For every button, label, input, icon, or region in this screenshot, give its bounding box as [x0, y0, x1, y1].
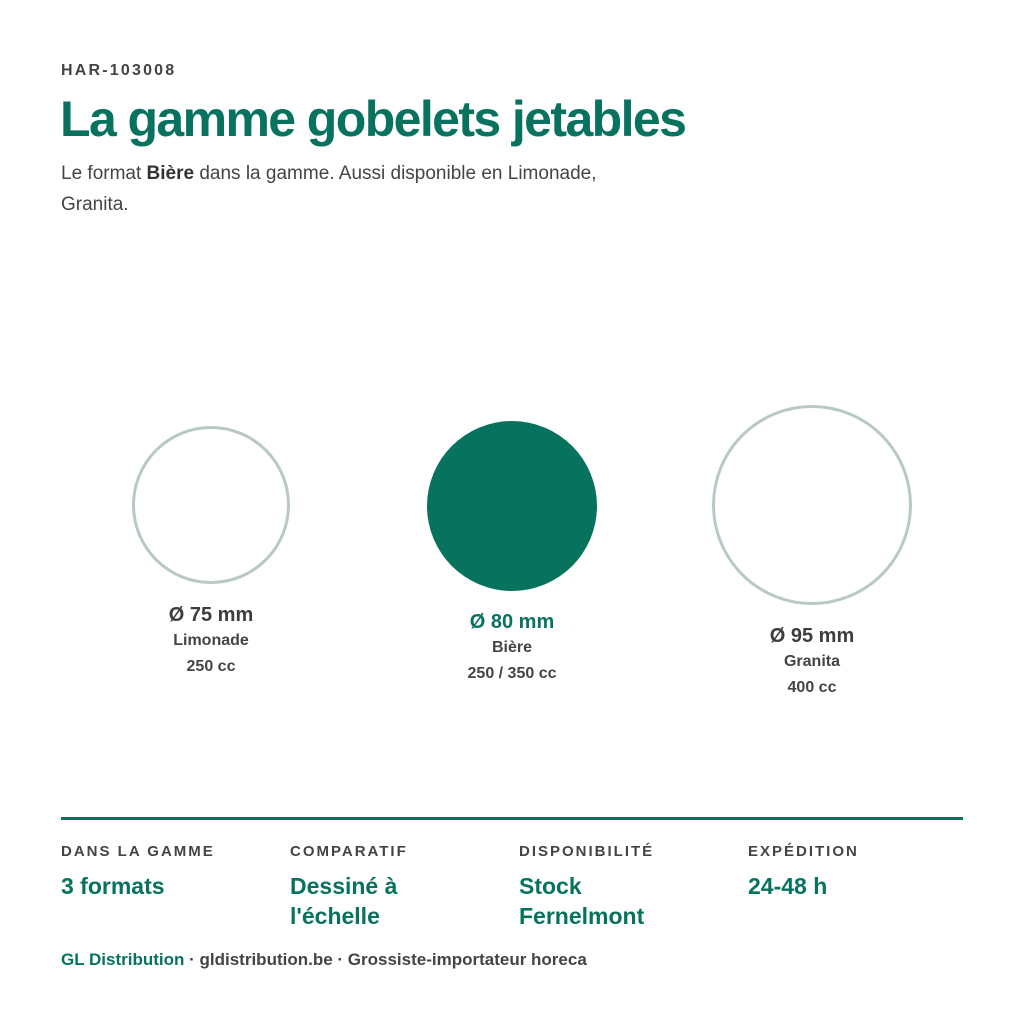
cup-volume: 250 / 350 cc: [467, 665, 557, 682]
cup-diameter: Ø 80 mm: [469, 611, 555, 633]
footer-details: · gldistribution.be · Grossiste-importateur horeca: [184, 950, 587, 969]
subtitle-prefix: Le format: [61, 163, 147, 184]
section-divider: [61, 817, 963, 820]
footer-brand: GL Distribution: [61, 950, 185, 969]
subtitle-highlight: Bière: [146, 163, 195, 184]
cup-limonade: [121, 426, 301, 680]
stat-value: Dessiné à l'échelle: [290, 873, 398, 929]
stat-value: 3 formats: [61, 873, 165, 899]
stat-shipping: [748, 842, 948, 901]
cup-diameter: Ø 75 mm: [168, 604, 254, 626]
stat-label: EXPÉDITION: [748, 843, 859, 860]
cup-name: Bière: [491, 639, 533, 656]
page-subtitle: [61, 158, 621, 220]
stat-label: DANS LA GAMME: [61, 843, 215, 860]
cup-volume: 400 cc: [787, 679, 837, 696]
page-title: La gamme gobelets jetables: [60, 91, 686, 147]
cup-diameter: Ø 95 mm: [769, 625, 855, 647]
footer: [61, 948, 587, 972]
stat-value: 24-48 h: [748, 873, 828, 899]
stat-availability: [519, 842, 709, 931]
product-code: HAR-103008: [61, 62, 177, 79]
cup-name: Granita: [783, 653, 840, 670]
cup-name: Limonade: [173, 632, 249, 649]
subtitle-suffix: dans la gamme. Aussi disponible en Limonade, Granita.: [61, 163, 597, 215]
cup-circle-icon: [132, 426, 290, 584]
cup-circle-icon: [712, 405, 912, 605]
stat-range: [61, 842, 261, 901]
cup-volume: 250 cc: [186, 658, 236, 675]
cup-granita: [702, 405, 922, 701]
stat-value: Stock Fernelmont: [519, 873, 645, 929]
cup-circle-icon: [427, 421, 597, 591]
stat-label: DISPONIBILITÉ: [519, 843, 655, 860]
stat-comparison: [290, 842, 480, 931]
stat-label: COMPARATIF: [290, 843, 408, 860]
cup-biere: [412, 421, 612, 687]
